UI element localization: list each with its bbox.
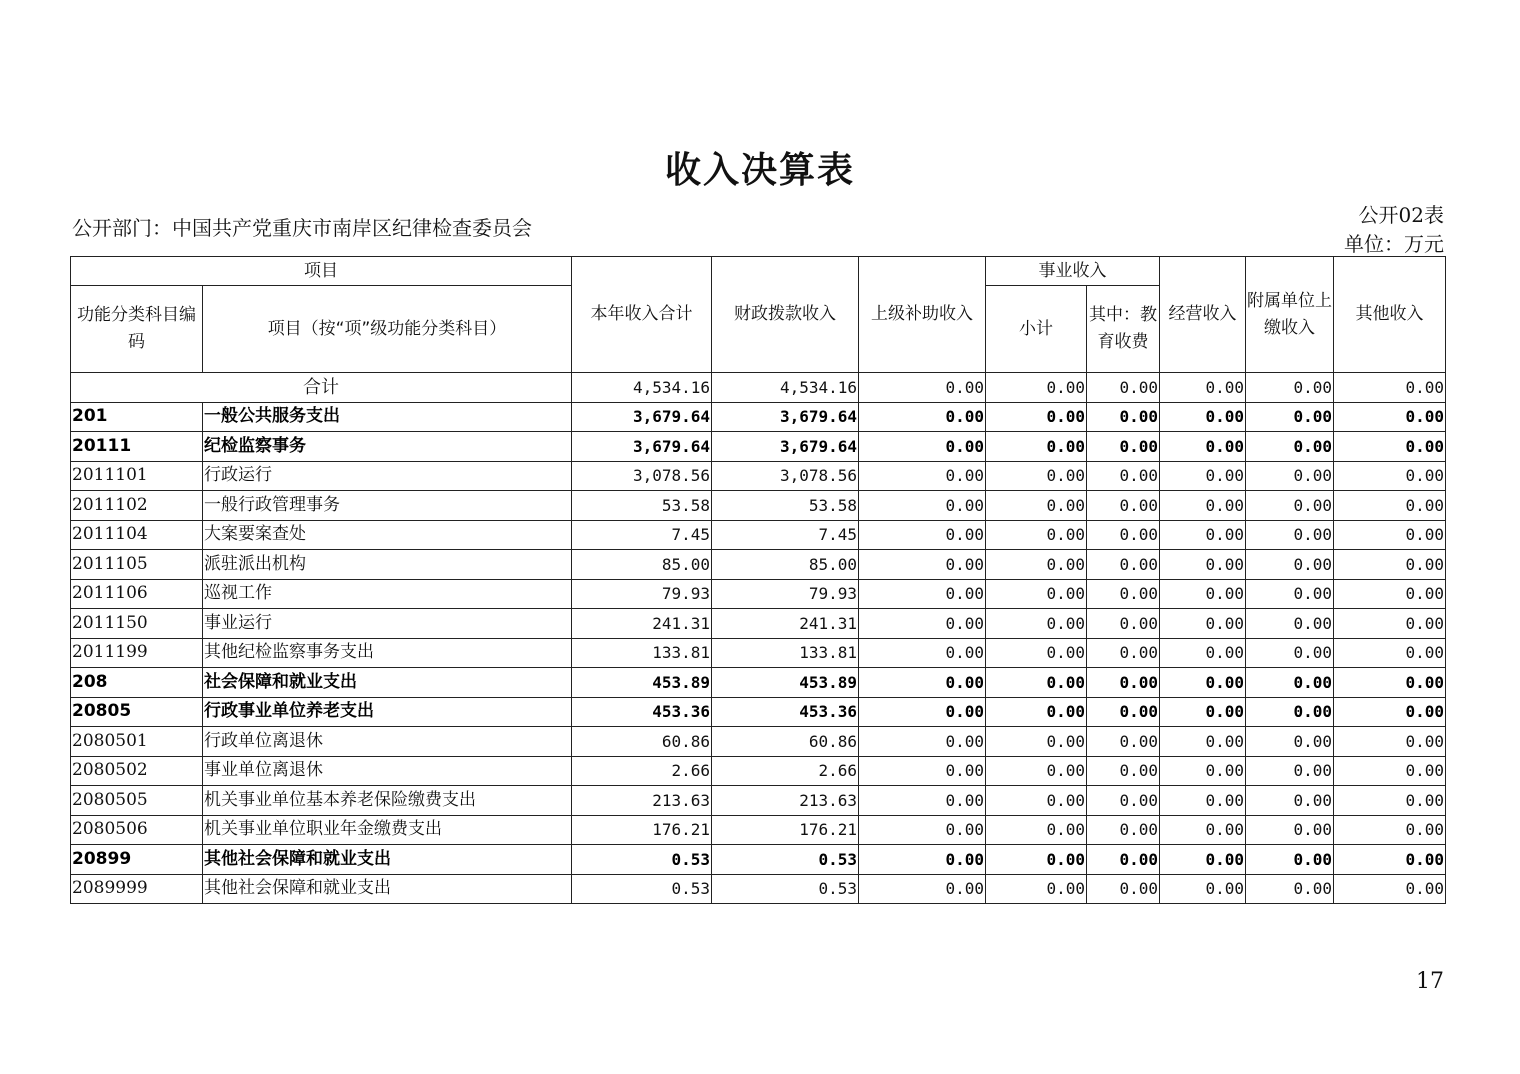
row-value: 0.00 — [1160, 520, 1246, 550]
row-value: 0.00 — [1087, 727, 1160, 757]
row-value: 0.00 — [1087, 609, 1160, 639]
row-value: 0.00 — [1246, 402, 1334, 432]
row-value: 0.00 — [986, 550, 1087, 580]
row-value: 0.00 — [1246, 432, 1334, 462]
total-row — [71, 373, 1446, 403]
total-value: 0.00 — [859, 373, 986, 403]
row-value: 0.00 — [986, 609, 1087, 639]
row-value: 0.00 — [986, 874, 1087, 904]
row-value: 0.00 — [1246, 845, 1334, 875]
row-name: 其他社会保障和就业支出 — [203, 845, 572, 875]
row-value: 0.00 — [1246, 668, 1334, 698]
row-value: 0.00 — [1334, 815, 1446, 845]
row-value: 0.00 — [1334, 845, 1446, 875]
row-value: 0.00 — [1087, 786, 1160, 816]
header-other: 其他收入 — [1334, 257, 1446, 373]
row-value: 0.00 — [1246, 491, 1334, 521]
row-value: 0.00 — [986, 638, 1087, 668]
table-row — [71, 815, 1446, 845]
table-row — [71, 756, 1446, 786]
row-value: 0.00 — [1246, 786, 1334, 816]
row-value: 0.00 — [859, 638, 986, 668]
row-value: 133.81 — [712, 638, 859, 668]
row-value: 0.00 — [1087, 550, 1160, 580]
row-value: 0.00 — [986, 786, 1087, 816]
row-value: 0.00 — [1087, 638, 1160, 668]
row-value: 0.00 — [1334, 609, 1446, 639]
table-row — [71, 727, 1446, 757]
row-value: 85.00 — [572, 550, 712, 580]
row-value: 0.00 — [1334, 491, 1446, 521]
form-code: 公开02表 — [1358, 203, 1444, 227]
row-code: 20899 — [71, 845, 203, 875]
row-value: 7.45 — [712, 520, 859, 550]
row-value: 0.00 — [1160, 550, 1246, 580]
income-table — [70, 256, 1446, 904]
row-value: 0.00 — [1246, 609, 1334, 639]
row-value: 0.00 — [859, 432, 986, 462]
header-item-name: 项目（按“项”级功能分类科目） — [203, 286, 572, 373]
row-value: 0.00 — [986, 815, 1087, 845]
row-name: 机关事业单位基本养老保险缴费支出 — [203, 786, 572, 816]
row-value: 0.00 — [859, 727, 986, 757]
row-value: 0.00 — [986, 697, 1087, 727]
row-value: 0.00 — [1087, 402, 1160, 432]
total-value: 4,534.16 — [712, 373, 859, 403]
total-value: 4,534.16 — [572, 373, 712, 403]
header-func-code: 功能分类科目编码 — [71, 286, 203, 373]
row-value: 0.00 — [1160, 815, 1246, 845]
row-value: 7.45 — [572, 520, 712, 550]
header-subtotal: 小计 — [986, 286, 1087, 373]
row-value: 453.36 — [572, 697, 712, 727]
row-code: 2080502 — [71, 756, 203, 786]
row-value: 0.00 — [1246, 756, 1334, 786]
row-code: 2080501 — [71, 727, 203, 757]
table-row — [71, 697, 1446, 727]
row-code: 201 — [71, 402, 203, 432]
row-value: 0.00 — [1334, 638, 1446, 668]
total-value: 0.00 — [986, 373, 1087, 403]
row-value: 0.00 — [986, 520, 1087, 550]
row-value: 0.00 — [1246, 874, 1334, 904]
row-value: 0.00 — [1160, 874, 1246, 904]
row-value: 3,679.64 — [572, 432, 712, 462]
total-value: 0.00 — [1160, 373, 1246, 403]
table-row — [71, 668, 1446, 698]
row-name: 社会保障和就业支出 — [203, 668, 572, 698]
row-value: 0.00 — [859, 491, 986, 521]
row-value: 0.00 — [986, 461, 1087, 491]
row-value: 0.00 — [1160, 609, 1246, 639]
row-value: 176.21 — [712, 815, 859, 845]
row-value: 0.00 — [1087, 520, 1160, 550]
row-value: 60.86 — [572, 727, 712, 757]
row-value: 453.36 — [712, 697, 859, 727]
row-value: 3,078.56 — [572, 461, 712, 491]
row-value: 0.00 — [1160, 668, 1246, 698]
row-value: 0.53 — [572, 874, 712, 904]
row-name: 行政事业单位养老支出 — [203, 697, 572, 727]
row-value: 0.00 — [1246, 579, 1334, 609]
row-code: 208 — [71, 668, 203, 698]
row-value: 0.00 — [986, 402, 1087, 432]
row-value: 0.00 — [1087, 461, 1160, 491]
row-value: 0.00 — [986, 727, 1087, 757]
header-affiliated: 附属单位上缴收入 — [1246, 257, 1334, 373]
row-value: 0.00 — [1334, 727, 1446, 757]
table-row — [71, 638, 1446, 668]
row-value: 60.86 — [712, 727, 859, 757]
row-name: 大案要案查处 — [203, 520, 572, 550]
row-value: 0.00 — [986, 845, 1087, 875]
table-row — [71, 579, 1446, 609]
department-label: 公开部门：中国共产党重庆市南岸区纪律检查委员会 — [72, 216, 532, 240]
row-value: 0.00 — [859, 668, 986, 698]
table-row — [71, 845, 1446, 875]
row-value: 0.00 — [1087, 815, 1160, 845]
row-name: 其他纪检监察事务支出 — [203, 638, 572, 668]
row-code: 2011101 — [71, 461, 203, 491]
row-value: 0.00 — [1334, 579, 1446, 609]
table-body — [71, 373, 1446, 904]
row-value: 453.89 — [572, 668, 712, 698]
unit-label: 单位：万元 — [1344, 232, 1444, 256]
row-value: 2.66 — [572, 756, 712, 786]
row-value: 53.58 — [572, 491, 712, 521]
row-value: 0.00 — [859, 786, 986, 816]
row-code: 20111 — [71, 432, 203, 462]
row-value: 0.00 — [859, 520, 986, 550]
row-value: 0.00 — [1246, 550, 1334, 580]
row-value: 0.00 — [1246, 727, 1334, 757]
row-value: 0.00 — [1087, 491, 1160, 521]
row-value: 0.00 — [859, 756, 986, 786]
row-value: 0.00 — [1160, 432, 1246, 462]
row-value: 0.00 — [1087, 756, 1160, 786]
row-value: 0.00 — [1087, 697, 1160, 727]
table-row — [71, 520, 1446, 550]
row-value: 0.53 — [572, 845, 712, 875]
page-number: 17 — [1416, 969, 1444, 994]
row-value: 0.00 — [1087, 668, 1160, 698]
row-value: 0.00 — [859, 874, 986, 904]
row-value: 0.00 — [859, 845, 986, 875]
row-value: 0.00 — [859, 579, 986, 609]
header-operating: 经营收入 — [1160, 257, 1246, 373]
row-value: 0.00 — [859, 402, 986, 432]
row-value: 213.63 — [712, 786, 859, 816]
row-value: 0.00 — [1334, 756, 1446, 786]
row-name: 事业单位离退休 — [203, 756, 572, 786]
row-name: 事业运行 — [203, 609, 572, 639]
row-name: 巡视工作 — [203, 579, 572, 609]
row-name: 一般行政管理事务 — [203, 491, 572, 521]
row-value: 0.00 — [1087, 874, 1160, 904]
row-value: 0.53 — [712, 874, 859, 904]
table-row — [71, 786, 1446, 816]
row-value: 0.00 — [986, 579, 1087, 609]
row-value: 0.00 — [1160, 845, 1246, 875]
row-name: 其他社会保障和就业支出 — [203, 874, 572, 904]
row-value: 0.00 — [1334, 874, 1446, 904]
row-value: 53.58 — [712, 491, 859, 521]
header-upper-subsidy: 上级补助收入 — [859, 257, 986, 373]
table-row — [71, 402, 1446, 432]
row-value: 0.00 — [986, 432, 1087, 462]
row-value: 0.00 — [1334, 520, 1446, 550]
header-business-income: 事业收入 — [986, 257, 1160, 286]
row-code: 2011106 — [71, 579, 203, 609]
report-title: 收入决算表 — [664, 150, 855, 191]
row-value: 133.81 — [572, 638, 712, 668]
row-value: 0.00 — [1334, 668, 1446, 698]
row-value: 241.31 — [712, 609, 859, 639]
row-value: 0.00 — [1334, 461, 1446, 491]
row-value: 0.00 — [859, 697, 986, 727]
row-value: 0.00 — [1160, 579, 1246, 609]
table-row — [71, 461, 1446, 491]
row-code: 2080505 — [71, 786, 203, 816]
row-value: 0.00 — [986, 756, 1087, 786]
header-education-fee: 其中：教育收费 — [1087, 286, 1160, 373]
table-row — [71, 874, 1446, 904]
row-value: 0.00 — [859, 461, 986, 491]
row-value: 0.00 — [1160, 491, 1246, 521]
row-value: 3,679.64 — [572, 402, 712, 432]
row-value: 0.00 — [1334, 697, 1446, 727]
row-code: 2089999 — [71, 874, 203, 904]
row-value: 0.00 — [986, 668, 1087, 698]
row-code: 2011150 — [71, 609, 203, 639]
row-value: 0.00 — [1246, 697, 1334, 727]
total-value: 0.00 — [1246, 373, 1334, 403]
row-name: 一般公共服务支出 — [203, 402, 572, 432]
total-value: 0.00 — [1334, 373, 1446, 403]
row-value: 0.00 — [1246, 815, 1334, 845]
row-value: 0.00 — [1334, 786, 1446, 816]
row-code: 2011104 — [71, 520, 203, 550]
total-value: 0.00 — [1087, 373, 1160, 403]
row-value: 3,078.56 — [712, 461, 859, 491]
row-value: 0.00 — [1334, 550, 1446, 580]
row-value: 241.31 — [572, 609, 712, 639]
row-value: 0.00 — [1246, 520, 1334, 550]
row-name: 行政单位离退休 — [203, 727, 572, 757]
row-code: 2080506 — [71, 815, 203, 845]
row-code: 20805 — [71, 697, 203, 727]
row-value: 0.00 — [1160, 727, 1246, 757]
row-name: 机关事业单位职业年金缴费支出 — [203, 815, 572, 845]
row-value: 0.00 — [859, 815, 986, 845]
row-value: 0.00 — [1087, 579, 1160, 609]
row-value: 0.00 — [986, 491, 1087, 521]
row-value: 0.53 — [712, 845, 859, 875]
row-value: 0.00 — [1160, 402, 1246, 432]
row-value: 0.00 — [859, 609, 986, 639]
header-project: 项目 — [71, 257, 572, 286]
total-label: 合计 — [71, 373, 572, 403]
table-row — [71, 491, 1446, 521]
row-value: 3,679.64 — [712, 402, 859, 432]
header-total-income: 本年收入合计 — [572, 257, 712, 373]
table-row — [71, 432, 1446, 462]
row-name: 纪检监察事务 — [203, 432, 572, 462]
table-row — [71, 550, 1446, 580]
row-value: 79.93 — [712, 579, 859, 609]
row-value: 0.00 — [1334, 432, 1446, 462]
row-value: 0.00 — [1087, 432, 1160, 462]
row-value: 0.00 — [1246, 638, 1334, 668]
row-value: 0.00 — [1160, 756, 1246, 786]
row-value: 0.00 — [1160, 786, 1246, 816]
row-value: 3,679.64 — [712, 432, 859, 462]
row-value: 85.00 — [712, 550, 859, 580]
row-code: 2011199 — [71, 638, 203, 668]
row-value: 0.00 — [1246, 461, 1334, 491]
row-code: 2011102 — [71, 491, 203, 521]
row-value: 79.93 — [572, 579, 712, 609]
row-value: 176.21 — [572, 815, 712, 845]
table-row — [71, 609, 1446, 639]
row-value: 2.66 — [712, 756, 859, 786]
row-value: 213.63 — [572, 786, 712, 816]
row-value: 453.89 — [712, 668, 859, 698]
row-value: 0.00 — [1160, 697, 1246, 727]
row-value: 0.00 — [1160, 461, 1246, 491]
row-value: 0.00 — [1087, 845, 1160, 875]
row-value: 0.00 — [1160, 638, 1246, 668]
row-code: 2011105 — [71, 550, 203, 580]
row-value: 0.00 — [1334, 402, 1446, 432]
header-fiscal: 财政拨款收入 — [712, 257, 859, 373]
row-value: 0.00 — [859, 550, 986, 580]
row-name: 行政运行 — [203, 461, 572, 491]
row-name: 派驻派出机构 — [203, 550, 572, 580]
